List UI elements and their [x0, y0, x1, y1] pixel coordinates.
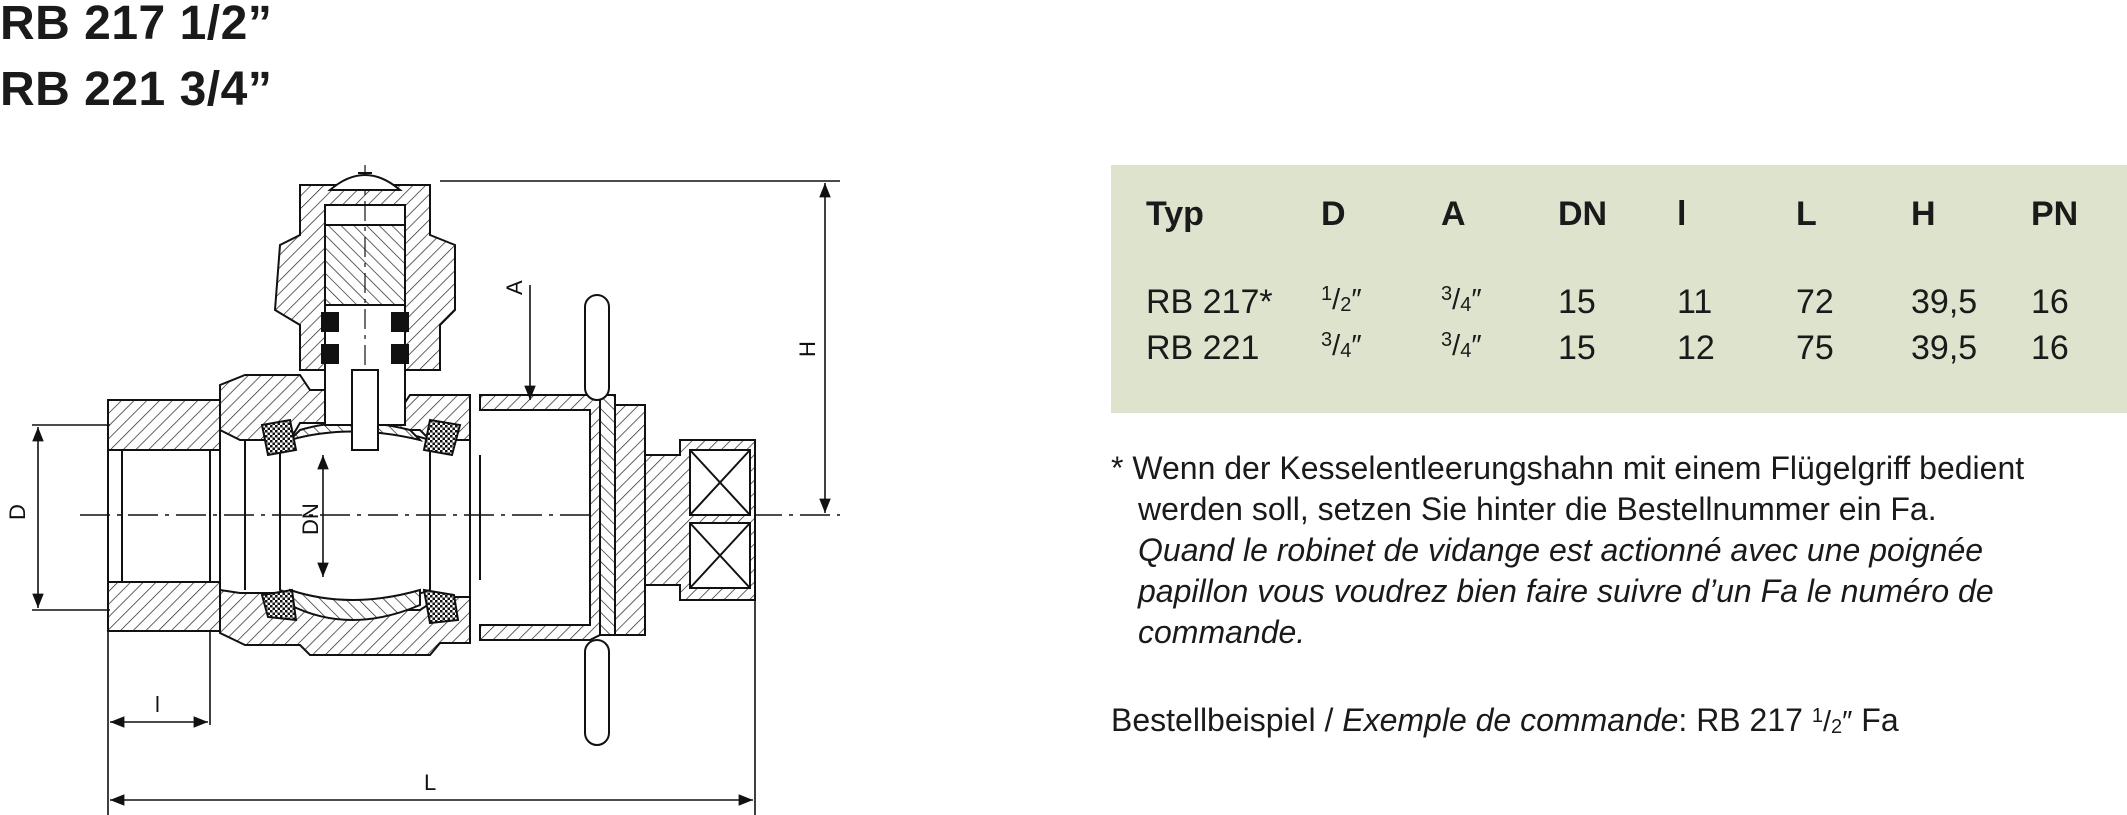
outlet-body [480, 395, 645, 640]
dim-label-d: D [5, 504, 30, 520]
col-header-l-total: L [1796, 195, 1817, 233]
col-header-h: H [1911, 195, 1936, 233]
dim-label-l-total: L [424, 770, 437, 795]
table-cell-h: 39,5 [1911, 283, 1978, 321]
col-header-typ: Typ [1146, 195, 1204, 233]
table-cell-typ: RB 217* [1146, 283, 1273, 321]
o-ring-lower [322, 345, 338, 363]
table-cell-l-total: 75 [1796, 329, 1834, 367]
table-cell-a: $^3/_4''$ [1441, 329, 1482, 362]
table-cell-d: $^3/_4''$ [1321, 329, 1362, 362]
seal-bottom-left [262, 590, 296, 620]
table-cell-h: 39,5 [1911, 329, 1978, 367]
note-fr-line-2: papillon vous voudrez bien faire suivre d’un Fa le numéro de [1138, 573, 1994, 609]
top-screw [330, 175, 400, 190]
dim-label-l-small: l [155, 692, 160, 717]
o-ring-upper [322, 313, 338, 331]
wing-handle-bottom [585, 640, 609, 745]
col-header-l-small: l [1677, 195, 1687, 233]
table-cell-a: $^3/_4''$ [1441, 283, 1482, 316]
table-cell-typ: RB 221 [1146, 329, 1260, 367]
seal-bottom-right [424, 590, 458, 623]
note-de-line-2: werden soll, setzen Sie hinter die Bestellnummer ein Fa. [1138, 491, 1937, 527]
dim-label-dn: DN [298, 503, 323, 535]
dim-label-a: A [502, 280, 527, 295]
note-de-line-1: * Wenn der Kesselentleerungshahn mit einem Flügelgriff bedient [1111, 450, 2025, 486]
table-cell-pn: 16 [2031, 329, 2069, 367]
table-cell-l-small: 12 [1677, 329, 1715, 367]
product-title-rb217: RB 217 1/2” [0, 0, 273, 50]
col-header-dn: DN [1558, 195, 1608, 233]
dim-label-h: H [795, 341, 820, 357]
table-cell-d: $^1/_2''$ [1321, 283, 1362, 316]
col-header-a: A [1441, 195, 1466, 233]
table-cell-pn: 16 [2031, 283, 2069, 321]
order-note [1111, 448, 2127, 653]
note-fr-line-1: Quand le robinet de vidange est actionné avec une poignée [1138, 532, 1984, 568]
table-cell-l-small: 11 [1677, 283, 1713, 321]
example-colon: : [1678, 702, 1697, 738]
wing-handle-top [585, 295, 609, 400]
spec-table [1111, 165, 2127, 413]
table-cell-dn: 15 [1558, 329, 1596, 367]
order-example [1111, 696, 1899, 748]
product-title-rb221: RB 221 3/4” [0, 63, 273, 116]
col-header-d: D [1321, 195, 1346, 233]
seal-top-left [262, 420, 296, 455]
seal-top-right [424, 420, 460, 455]
example-label-fr: Exemple de commande [1342, 702, 1679, 738]
valve-section-drawing [0, 165, 840, 815]
example-value: RB 217 $^1/_2''$ Fa [1696, 702, 1899, 738]
example-label-de: Bestellbeispiel / [1111, 702, 1343, 738]
table-cell-dn: 15 [1558, 283, 1596, 321]
note-fr-line-3: commande. [1138, 614, 1306, 650]
table-cell-l-total: 72 [1796, 283, 1834, 321]
col-header-pn: PN [2031, 195, 2079, 233]
